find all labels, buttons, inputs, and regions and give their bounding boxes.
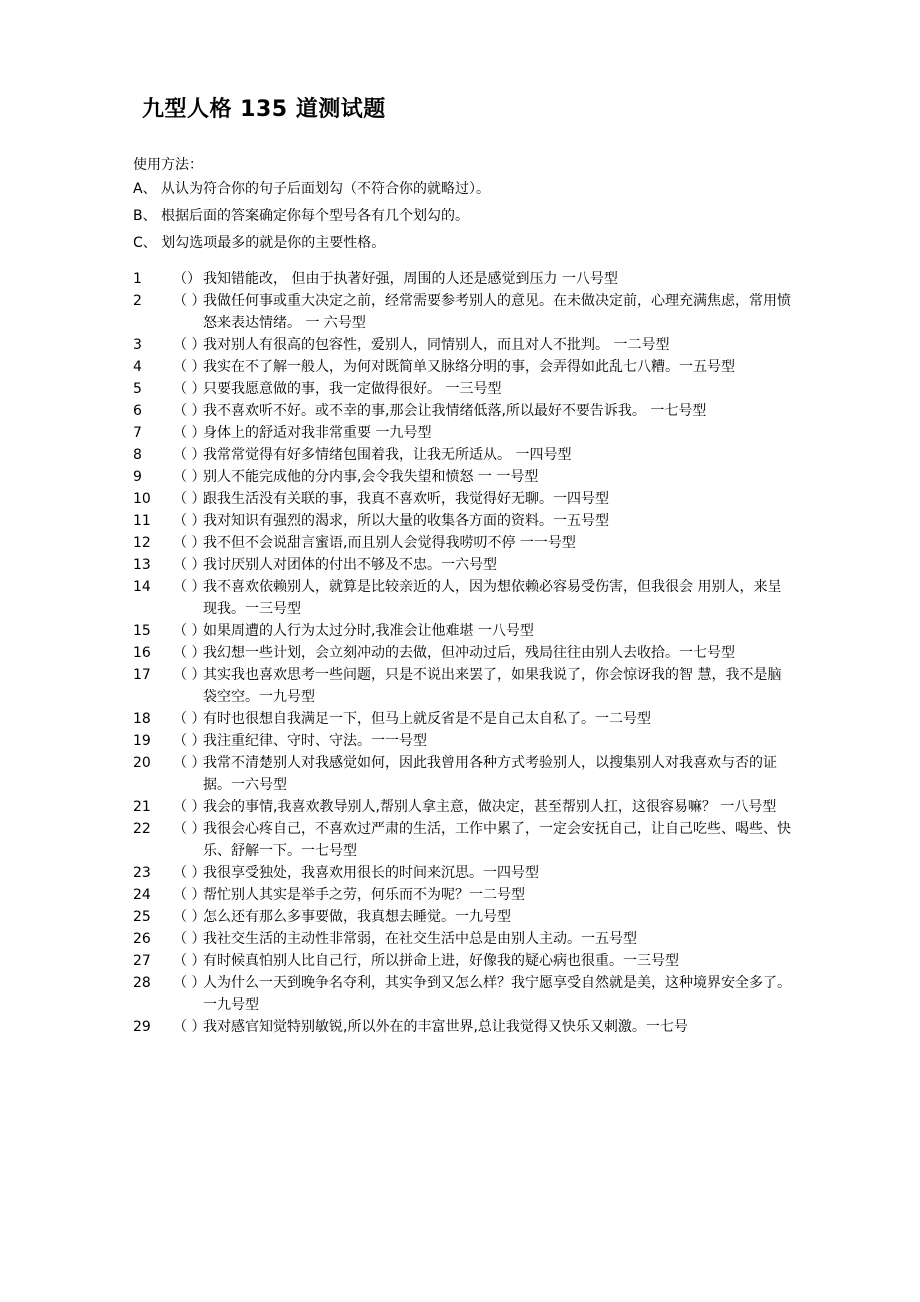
question-item [133,884,793,906]
answer-checkbox[interactable]: （ ） [173,623,206,639]
answer-checkbox[interactable]: （ ） [173,1019,206,1035]
question-item [133,334,793,356]
question-item [133,1016,793,1038]
question-text: 我对感官知觉特别敏锐,所以外在的丰富世界,总让我觉得又快乐又刺激。一七号 [203,1019,688,1035]
question-item [133,664,793,708]
question-item [133,554,793,576]
answer-checkbox[interactable]: （ ） [173,909,206,925]
instruction-step-a: A、 从认为符合你的句子后面划勾（不符合你的就略过）。 [133,181,491,197]
question-text: 我常不清楚别人对我感觉如何，因此我曾用各种方式考验别人，以搜集别人对我喜欢与否的证据。一六号型 [203,755,777,793]
question-number: 29 [133,1019,151,1035]
question-number: 13 [133,557,151,573]
question-text: 我知错能改， 但由于执著好强，周围的人还是感觉到压力 一八号型 [203,271,618,287]
answer-checkbox[interactable]: （ ） [173,425,206,441]
question-number: 3 [133,337,142,353]
question-number: 19 [133,733,151,749]
answer-checkbox[interactable]: （ ） [173,865,206,881]
instruction-step-b: B、 根据后面的答案确定你每个型号各有几个划勾的。 [133,208,470,224]
question-item [133,862,793,884]
question-number: 14 [133,579,151,595]
answer-checkbox[interactable]: （ ） [173,799,206,815]
question-item [133,818,793,862]
answer-checkbox[interactable]: （ ） [173,931,206,947]
question-text: 我常常觉得有好多情绪包围着我，让我无所适从。 一四号型 [203,447,572,463]
question-text: 我不但不会说甜言蜜语,而且别人会觉得我唠叨不停 一一号型 [203,535,576,551]
answer-checkbox[interactable]: （ ） [173,821,206,837]
answer-checkbox[interactable]: （） [173,271,201,287]
question-number: 23 [133,865,151,881]
answer-checkbox[interactable]: （ ） [173,403,206,419]
question-item [133,708,793,730]
answer-checkbox[interactable]: （ ） [173,579,206,595]
question-text: 我注重纪律、守时、守法。一一号型 [203,733,427,749]
question-item [133,510,793,532]
answer-checkbox[interactable]: （ ） [173,667,206,683]
question-number: 20 [133,755,151,771]
question-text: 有时候真怕别人比自己行，所以拼命上进，好像我的疑心病也很重。一三号型 [203,953,679,969]
question-text: 跟我生活没有关联的事，我真不喜欢听，我觉得好无聊。一四号型 [203,491,609,507]
instructions [133,154,490,257]
question-number: 21 [133,799,151,815]
question-number: 2 [133,293,142,309]
question-text: 我会的事情,我喜欢教导别人,帮别人拿主意，做决定，甚至帮别人扛，这很容易嘛？ 一八号型 [203,799,777,815]
answer-checkbox[interactable]: （ ） [173,293,206,309]
question-text: 我不喜欢听不好。或不幸的事,那会让我情绪低落,所以最好不要告诉我。 一七号型 [203,403,707,419]
question-text: 怎么还有那么多事要做，我真想去睡觉。一九号型 [203,909,511,925]
question-item [133,576,793,620]
question-item [133,290,793,334]
question-number: 9 [133,469,142,485]
question-text: 我做任何事或重大决定之前，经常需要参考别人的意见。在未做决定前，心理充满焦虑，常用愤怒来表达情绪。 一 六号型 [203,293,791,331]
answer-checkbox[interactable]: （ ） [173,469,206,485]
answer-checkbox[interactable]: （ ） [173,491,206,507]
question-number: 6 [133,403,142,419]
question-item [133,642,793,664]
question-number: 28 [133,975,151,991]
answer-checkbox[interactable]: （ ） [173,535,206,551]
question-text: 我社交生活的主动性非常弱，在社交生活中总是由别人主动。一五号型 [203,931,637,947]
question-text: 如果周遭的人行为太过分时,我准会让他难堪 一八号型 [203,623,534,639]
answer-checkbox[interactable]: （ ） [173,645,206,661]
question-item [133,466,793,488]
question-text: 我实在不了解一般人，为何对既简单又脉络分明的事，会弄得如此乱七八糟。一五号型 [203,359,735,375]
question-item [133,378,793,400]
question-number: 18 [133,711,151,727]
question-item [133,268,793,290]
answer-checkbox[interactable]: （ ） [173,953,206,969]
question-item [133,356,793,378]
question-number: 26 [133,931,151,947]
question-item [133,796,793,818]
answer-checkbox[interactable]: （ ） [173,381,206,397]
question-number: 17 [133,667,151,683]
answer-checkbox[interactable]: （ ） [173,447,206,463]
question-item [133,488,793,510]
question-number: 11 [133,513,151,529]
question-text: 我对知识有强烈的渴求，所以大量的收集各方面的资料。一五号型 [203,513,609,529]
question-item [133,928,793,950]
answer-checkbox[interactable]: （ ） [173,975,206,991]
question-item [133,950,793,972]
question-item [133,444,793,466]
instruction-step-c: C、 划勾选项最多的就是你的主要性格。 [133,235,386,251]
question-text: 帮忙别人其实是举手之劳，何乐而不为呢？一二号型 [203,887,525,903]
question-item [133,400,793,422]
answer-checkbox[interactable]: （ ） [173,711,206,727]
question-item [133,730,793,752]
answer-checkbox[interactable]: （ ） [173,733,206,749]
answer-checkbox[interactable]: （ ） [173,513,206,529]
question-text: 我不喜欢依赖别人，就算是比较亲近的人，因为想依赖必容易受伤害，但我很会 用别人，来呈现我。一三号型 [203,579,782,617]
question-item [133,532,793,554]
question-number: 12 [133,535,151,551]
question-number: 22 [133,821,151,837]
question-number: 10 [133,491,151,507]
question-text: 我讨厌别人对团体的付出不够及不忠。一六号型 [203,557,497,573]
question-text: 身体上的舒适对我非常重要 一九号型 [203,425,432,441]
answer-checkbox[interactable]: （ ） [173,557,206,573]
page-title: 九型人格 135 道测试题 [142,97,386,122]
question-text: 我幻想一些计划，会立刻冲动的去做，但冲动过后，残局往往由别人去收拾。一七号型 [203,645,735,661]
question-number: 7 [133,425,142,441]
question-number: 27 [133,953,151,969]
question-item [133,620,793,642]
question-list [133,268,793,1038]
question-item [133,422,793,444]
question-number: 16 [133,645,151,661]
question-number: 24 [133,887,151,903]
question-text: 只要我愿意做的事，我一定做得很好。 一三号型 [203,381,502,397]
answer-checkbox[interactable]: （ ） [173,755,206,771]
question-item [133,752,793,796]
question-text: 人为什么一天到晚争名夺利，其实争到又怎么样？我宁愿享受自然就是美，这种境界安全多了。一九号型 [203,975,791,1013]
question-number: 15 [133,623,151,639]
question-number: 5 [133,381,142,397]
answer-checkbox[interactable]: （ ） [173,337,206,353]
question-text: 其实我也喜欢思考一些问题，只是不说出来罢了，如果我说了，你会惊讶我的智 慧，我不是脑袋空空。一九号型 [203,667,782,705]
answer-checkbox[interactable]: （ ） [173,359,206,375]
question-item [133,972,793,1016]
question-text: 我很会心疼自己，不喜欢过严肃的生活，工作中累了，一定会安抚自己，让自己吃些、喝些、快乐、舒解一下。一七号型 [203,821,791,859]
question-text: 有时也很想自我满足一下，但马上就反省是不是自己太自私了。一二号型 [203,711,651,727]
question-text: 我对别人有很高的包容性，爱别人，同情别人，而且对人不批判。 一二号型 [203,337,670,353]
question-item [133,906,793,928]
instructions-heading: 使用方法： [133,157,203,173]
answer-checkbox[interactable]: （ ） [173,887,206,903]
question-text: 别人不能完成他的分内事,会令我失望和愤怒 一 一号型 [203,469,539,485]
question-number: 4 [133,359,142,375]
question-text: 我很享受独处，我喜欢用很长的时间来沉思。一四号型 [203,865,539,881]
question-number: 1 [133,271,142,287]
question-number: 8 [133,447,142,463]
question-number: 25 [133,909,151,925]
